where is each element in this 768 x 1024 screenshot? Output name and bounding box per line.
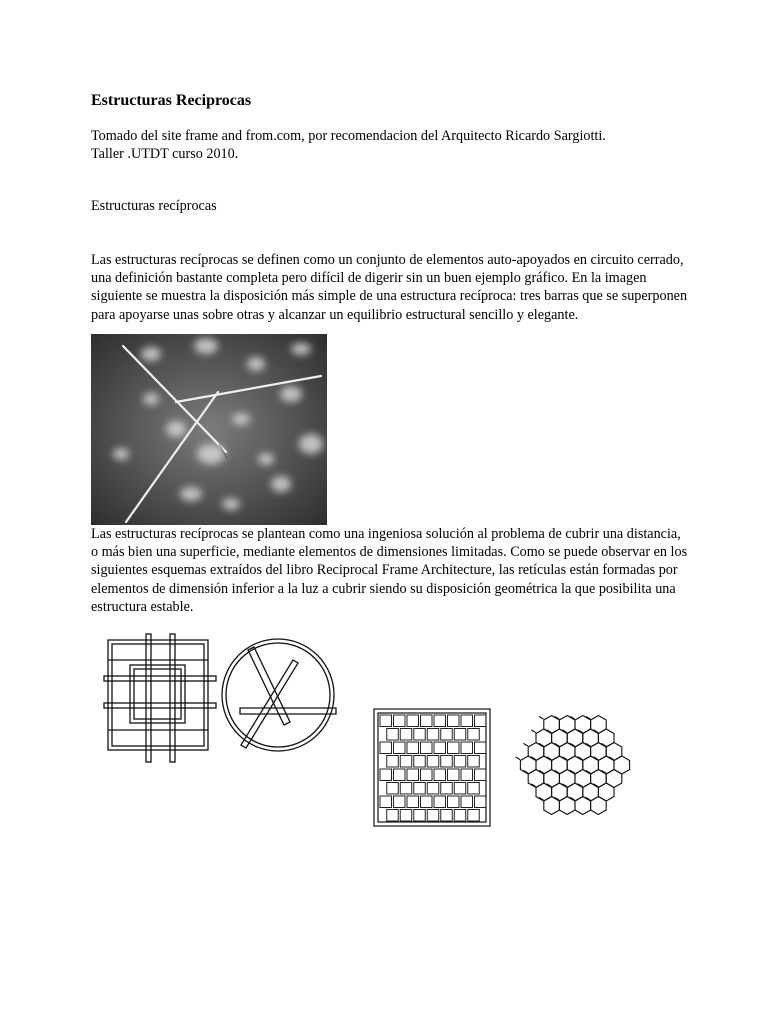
circular-three-bar-sketch	[218, 630, 338, 760]
hexagonal-grid-sketch	[515, 705, 635, 825]
square-grid-sketch	[370, 705, 494, 830]
source-line-1: Tomado del site frame and from.com, por recomendacion del Arquitecto Ricardo Sargiotti.	[91, 128, 606, 144]
source-note	[91, 127, 691, 163]
reciprocal-sticks-photo	[91, 334, 327, 525]
document-title: Estructuras Reciprocas	[91, 92, 252, 109]
square-reciprocal-frame-sketch	[100, 630, 220, 765]
source-line-2: Taller .UTDT curso 2010.	[91, 146, 239, 163]
definition-paragraph: Las estructuras recíprocas se definen como un conjunto de elementos auto-apoyados en circuito cerrado, una definición bastante completa pero difícil de digerir sin un buen ejemplo gráfico. En la imagen siguiente se muestra la disposición más simple de una estructura recíproca: tres barras que se superponen para apoyarse unas sobre otras y alcanzar un equilibrio estructural sencillo y elegante.	[91, 252, 688, 323]
plan-paragraph: Las estructuras recíprocas se plantean como una ingeniosa solución al problema de cubrir una distancia, o más bien una superficie, mediante elementos de dimensiones limitadas. Como se puede observar en los siguientes esquemas extraídos del libro Reciprocal Frame Architecture, las retículas están formadas por elementos de dimensión inferior a la luz a cubrir siendo su disposición geométrica la que posibilita una estructura estable.	[91, 526, 688, 615]
section-subtitle: Estructuras recíprocas	[91, 198, 217, 214]
